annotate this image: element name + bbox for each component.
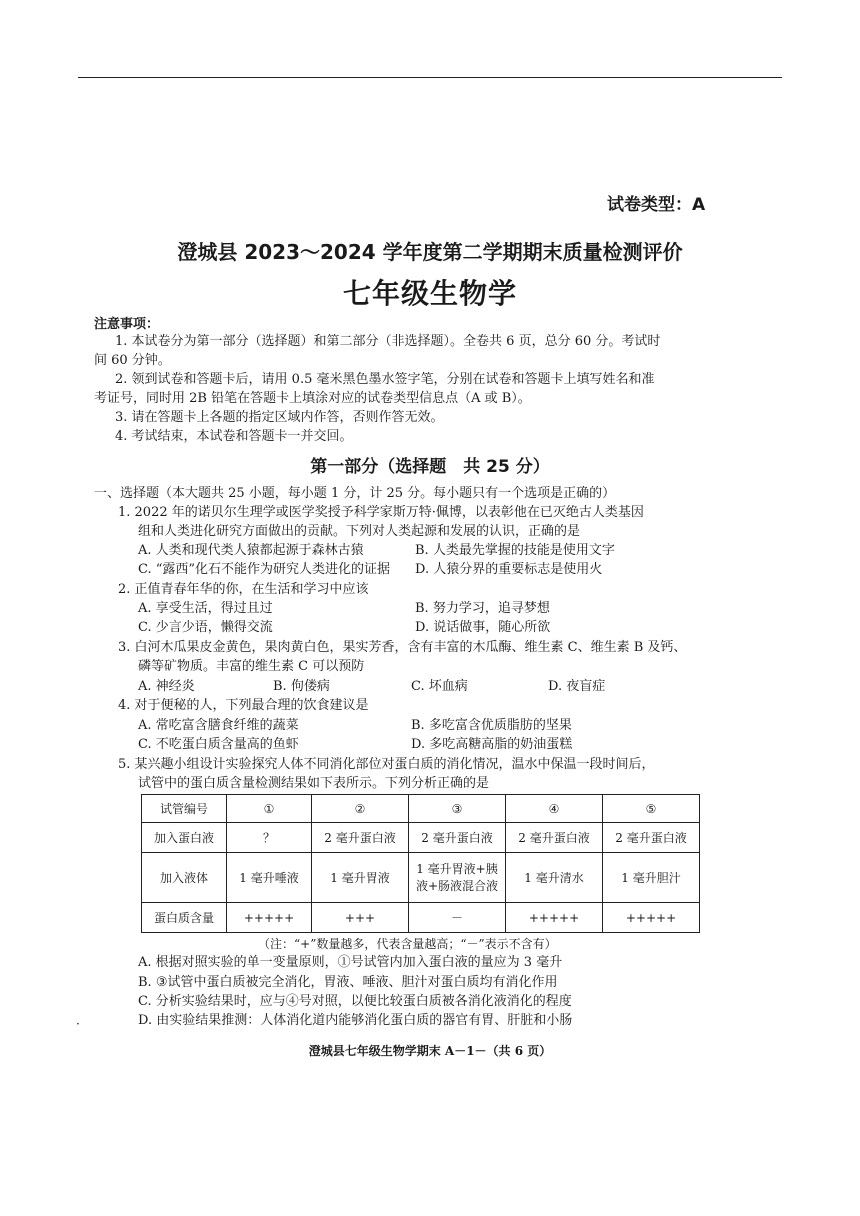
table-cell: ③: [409, 795, 506, 823]
table-cell: 2 毫升蛋白液: [506, 823, 603, 853]
table-cell: ？: [227, 823, 312, 853]
q1-stem-line-2: 组和人类进化研究方面做出的贡献。下列对人类起源和发展的认识，正确的是: [138, 524, 581, 539]
q1-option-b: B. 人类最先掌握的技能是使用文字: [415, 543, 615, 558]
q2-option-c: C. 少言少语，懒得交流: [138, 620, 273, 635]
q1-option-a: A. 人类和现代类人猿都起源于森林古猿: [138, 543, 364, 558]
q5-data-table: [141, 794, 700, 933]
q5-option-b: B. ③试管中蛋白质被完全消化，胃液、唾液、胆汁对蛋白质均有消化作用: [138, 975, 558, 990]
table-cell: +++++: [506, 903, 603, 933]
table-cell: 试管编号: [142, 795, 227, 823]
q3-option-d: D. 夜盲症: [548, 679, 606, 694]
table-cell: 2 毫升蛋白液: [409, 823, 506, 853]
note-line-1: 1. 本试卷分为第一部分（选择题）和第二部分（非选择题）。全卷共 6 页，总分 60 分。考试时: [115, 334, 661, 349]
table-cell: +++++: [227, 903, 312, 933]
table-cell: 1 毫升清水: [506, 853, 603, 903]
table-cell: 加入蛋白液: [142, 823, 227, 853]
table-cell: ④: [506, 795, 603, 823]
table-cell: 加入液体: [142, 853, 227, 903]
q4-stem: 4. 对于便秘的人，下列最合理的饮食建议是: [118, 698, 369, 713]
q4-option-c: C. 不吃蛋白质含量高的鱼虾: [138, 737, 299, 752]
table-cell: +++: [312, 903, 409, 933]
note-line-2: 2. 领到试卷和答题卡后，请用 0.5 毫米黑色墨水签字笔，分别在试卷和答题卡上填写姓名和准: [115, 372, 655, 387]
q5-stem-line-2: 试管中的蛋白质含量检测结果如下表所示。下列分析正确的是: [138, 776, 490, 791]
paper-type-label: 试卷类型：A: [607, 195, 706, 215]
q3-option-b: B. 佝偻病: [273, 679, 330, 694]
table-cell: ①: [227, 795, 312, 823]
table-cell: 2 毫升蛋白液: [312, 823, 409, 853]
section-intro: 一、选择题（本大题共 25 小题，每小题 1 分，计 25 分。每小题只有一个选项是正确的）: [94, 486, 616, 501]
q1-option-d: D. 人猿分界的重要标志是使用火: [415, 562, 603, 577]
q5-option-a: A. 根据对照实验的单一变量原则，①号试管内加入蛋白液的量应为 3 毫升: [138, 955, 563, 970]
q2-option-d: D. 说话做事，随心所欲: [415, 620, 551, 635]
q2-option-a: A. 享受生活，得过且过: [138, 601, 273, 616]
note-line-1-cont: 间 60 分钟。: [94, 353, 171, 368]
table-cell-line: 液+肠液混合液: [415, 878, 499, 893]
q5-stem-line-1: 5. 某兴趣小组设计实验探究人体不同消化部位对蛋白质的消化情况，温水中保温一段时间后，: [118, 757, 655, 772]
top-rule: [78, 77, 782, 78]
q5-option-c: C. 分析实验结果时，应与④号对照，以便比较蛋白质被各消化液消化的程度: [138, 994, 572, 1009]
table-cell-line: 1 毫升胃液+胰: [416, 861, 498, 876]
table-cell: 1 毫升胃液: [312, 853, 409, 903]
note-line-2-cont: 考证号，同时用 2B 铅笔在答题卡上填涂对应的试卷类型信息点（A 或 B）。: [94, 391, 531, 406]
exam-title: 澄城县 2023～2024 学年度第二学期期末质量检测评价: [177, 240, 683, 264]
q2-option-b: B. 努力学习，追寻梦想: [415, 601, 550, 616]
table-note: （注：“+”数量越多，代表含量越高；“－”表示不含有）: [258, 937, 557, 951]
table-cell: 蛋白质含量: [142, 903, 227, 933]
q4-option-d: D. 多吃高糖高脂的奶油蛋糕: [411, 737, 573, 752]
q4-option-a: A. 常吃富含膳食纤维的蔬菜: [138, 718, 299, 733]
table-cell: －: [409, 903, 506, 933]
note-line-4: 4. 考试结束，本试卷和答题卡一并交回。: [115, 429, 353, 444]
q3-option-c: C. 坏血病: [411, 679, 468, 694]
table-cell: ②: [312, 795, 409, 823]
table-cell: +++++: [603, 903, 700, 933]
q1-option-c: C. “露西”化石不能作为研究人类进化的证据: [138, 562, 391, 577]
table-cell: 1 毫升胆汁: [603, 853, 700, 903]
note-line-3: 3. 请在答题卡上各题的指定区域内作答，否则作答无效。: [115, 410, 444, 425]
q3-stem-line-1: 3. 白河木瓜果皮金黄色，果肉黄白色，果实芳香，含有丰富的木瓜酶、维生素 C、维生素 B 及钙、: [118, 640, 687, 655]
table-cell: ⑤: [603, 795, 700, 823]
q3-option-a: A. 神经炎: [138, 679, 195, 694]
table-row: [142, 823, 700, 853]
notes-heading: 注意事项：: [94, 317, 160, 332]
q5-option-d: D. 由实验结果推测：人体消化道内能够消化蛋白质的器官有胃、肝脏和小肠: [138, 1013, 573, 1028]
q1-stem-line-1: 1. 2022 年的诺贝尔生理学或医学奖授予科学家斯万特·佩博，以表彰他在已灭绝古人类基因: [118, 505, 644, 520]
table-row: [142, 853, 700, 903]
q2-stem: 2. 正值青春年华的你，在生活和学习中应该: [118, 582, 369, 597]
page-footer: 澄城县七年级生物学期末 A－1－（共 6 页）: [308, 1044, 552, 1058]
part-one-title: 第一部分（选择题 共 25 分）: [310, 457, 550, 477]
table-row: [142, 903, 700, 933]
table-header-row: [142, 795, 700, 823]
table-cell: 1 毫升唾液: [227, 853, 312, 903]
table-cell: 2 毫升蛋白液: [603, 823, 700, 853]
q3-stem-line-2: 磷等矿物质。丰富的维生素 C 可以预防: [138, 659, 365, 674]
q4-option-b: B. 多吃富含优质脂肪的坚果: [411, 718, 572, 733]
stray-mark: ·: [76, 1017, 80, 1031]
table-cell: [409, 853, 506, 903]
subject-title: 七年级生物学: [342, 277, 517, 310]
